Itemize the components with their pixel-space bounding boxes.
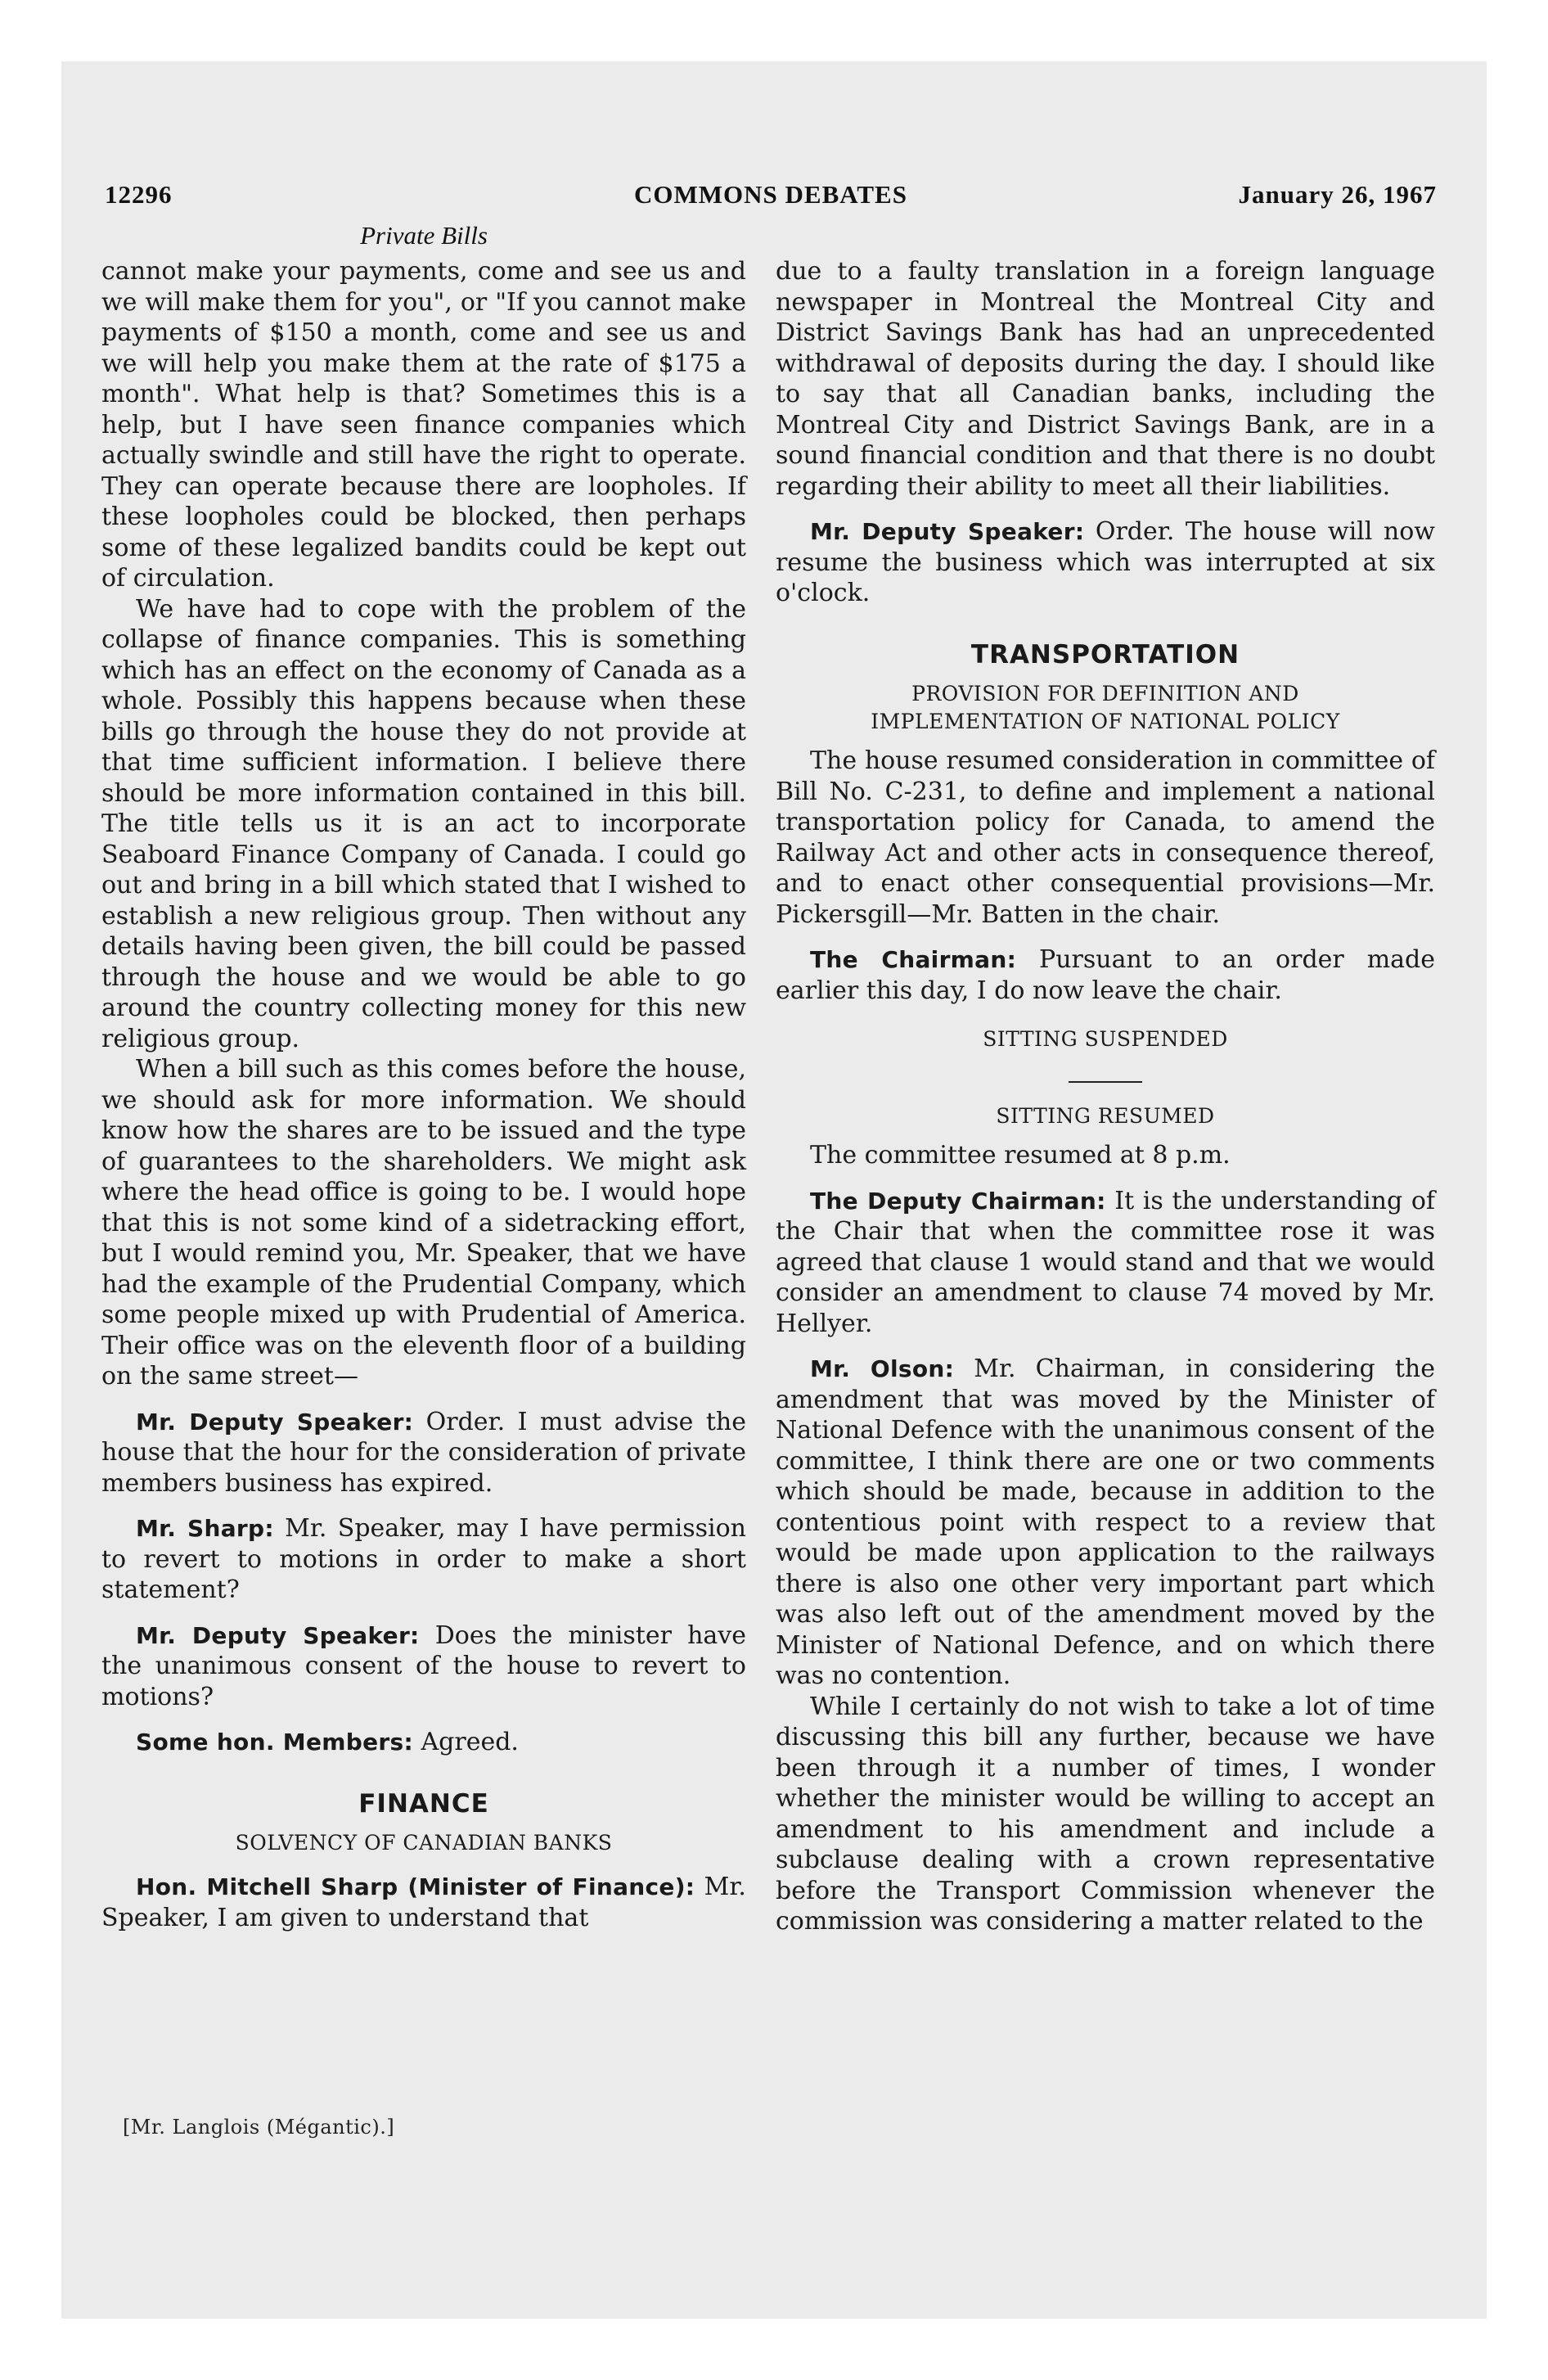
- publication-date: January 26, 1967: [1238, 180, 1437, 209]
- right-column: [776, 256, 1435, 1937]
- speaker-name: Mr. Olson:: [810, 1355, 955, 1382]
- speech: [101, 1872, 746, 1933]
- speech-text: Mr. Speaker, may I have permission to revert to motions in order to make a short statement?: [101, 1514, 746, 1604]
- speaker-name: Mr. Deputy Speaker:: [136, 1408, 414, 1436]
- left-column: [101, 256, 746, 1933]
- section-heading: TRANSPORTATION: [970, 639, 1240, 669]
- speaker-name: Mr. Deputy Speaker:: [136, 1621, 420, 1649]
- paragraph: The committee resumed at 8 p.m.: [810, 1141, 1231, 1170]
- sitting-resumed-heading: SITTING RESUMED: [996, 1104, 1215, 1128]
- speech-text: Agreed.: [421, 1728, 519, 1756]
- speaker-name: Mr. Deputy Speaker:: [810, 518, 1085, 545]
- speech-text: It is the understanding of the Chair that when the committee rose it was agreed that clause 1 would stand and that we would consider an amendment to clause 74 moved by Mr. Hellyer.: [776, 1186, 1435, 1338]
- speech: [101, 1727, 746, 1758]
- speech-text: Pursuant to an order made earlier this day, I do now leave the chair.: [776, 945, 1435, 1005]
- paragraph: We have had to cope with the problem of the collapse of finance companies. This is something which has an effect on the economy of Canada as a whole. Possibly this happens because when these bills go through the house they do not provide at that time sufficient information. I believe there should be more information contained in this bill. The title tells us it is an act to incorporate Seaboard Finance Company of Canada. I could go out and bring in a bill which stated that I wished to establish a new religious group. Then without any details having been given, the bill could be passed through the house and we would be able to go around the country collecting money for this new religious group.: [101, 594, 746, 1053]
- speech: [776, 516, 1435, 609]
- page-number: 12296: [105, 180, 173, 209]
- speech-text: Order. I must advise the house that the hour for the consideration of private members business has expired.: [101, 1407, 746, 1498]
- section-heading: FINANCE: [358, 1788, 489, 1819]
- speech-text: Does the minister have the unanimous consent of the house to revert to motions?: [101, 1620, 746, 1711]
- speech: [101, 1620, 746, 1713]
- speaker-attribution: [Mr. Langlois (Mégantic).]: [123, 2116, 395, 2139]
- section-divider: [1069, 1081, 1142, 1083]
- speaker-name: The Chairman:: [810, 946, 1017, 973]
- speech-text: Mr. Chairman, in considering the amendment that was moved by the Minister of National Defence with the unanimous consent of the committee, I think there are one or two comments which should be made, because in addition to the contentious point with respect to a review that would be made upon application to the railways there is also one other very important part which was also left out of the amendment moved by the Minister of National Defence, and on which there was no contention.: [776, 1355, 1436, 1690]
- speech: [101, 1513, 746, 1606]
- speaker-name: Hon. Mitchell Sharp (Minister of Finance):: [136, 1873, 695, 1900]
- speech: [101, 1407, 746, 1499]
- paragraph: When a bill such as this comes before the house, we should ask for more information. We should know how the shares are to be issued and the type of guarantees to the shareholders. We might ask where the head office is going to be. I would hope that this is not some kind of a sidetracking effort, but I would remind you, Mr. Speaker, that we have had the example of the Prudential Company, which some people mixed up with Prudential of America. Their office was on the eleventh floor of a building on the same street—: [101, 1055, 746, 1391]
- section-subheading: SOLVENCY OF CANADIAN BANKS: [235, 1831, 613, 1855]
- speech: [776, 1186, 1435, 1340]
- paragraph: The house resumed consideration in committee of Bill No. C-231, to define and implement a national transportation policy for Canada, to amend the Railway Act and other acts in consequence thereof, and to enact other consequential provisions—Mr. Pickersgill—Mr. Batten in the chair.: [776, 746, 1435, 929]
- page-header: [105, 180, 1437, 213]
- publication-title: COMMONS DEBATES: [634, 180, 907, 209]
- speech: [776, 1354, 1435, 1692]
- speaker-name: Some hon. Members:: [136, 1729, 413, 1756]
- speech-text: Mr. Speaker, I am given to understand that: [101, 1873, 746, 1932]
- speaker-name: The Deputy Chairman:: [810, 1187, 1106, 1215]
- paragraph: due to a faulty translation in a foreign language newspaper in Montreal the Montreal City and District Savings Bank has had an unprecedented withdrawal of deposits during the day. I should like to say that all Canadian banks, including the Montreal City and District Savings Bank, are in a sound financial condition and that there is no doubt regarding their ability to meet all their liabilities.: [776, 257, 1435, 501]
- paragraph: While I certainly do not wish to take a lot of time discussing this bill any further, because we have been through it a number of times, I wonder whether the minister would be willing to accept an amendment to his amendment and include a subclause dealing with a crown representative before the Transport Commission whenever the commission was considering a matter related to the: [776, 1692, 1435, 1936]
- section-subheading: PROVISION FOR DEFINITION AND IMPLEMENTATION OF NATIONAL POLICY: [871, 682, 1340, 733]
- speech-text: Order. The house will now resume the business which was interrupted at six o'clock.: [776, 517, 1435, 607]
- speaker-name: Mr. Sharp:: [136, 1515, 274, 1542]
- speech: [776, 944, 1435, 1006]
- paragraph: cannot make your payments, come and see us and we will make them for you", or "If you cannot make payments of $150 a month, come and see us and we will help you make them at the rate of $175 a month". What help is that? Sometimes this is a help, but I have seen finance companies which actually swindle and still have the right to operate. They can operate because there are loopholes. If these loopholes could be blocked, then perhaps some of these legalized bandits could be kept out of circulation.: [101, 257, 746, 593]
- section-subheader: Private Bills: [360, 221, 488, 250]
- sitting-suspended-heading: SITTING SUSPENDED: [983, 1027, 1228, 1051]
